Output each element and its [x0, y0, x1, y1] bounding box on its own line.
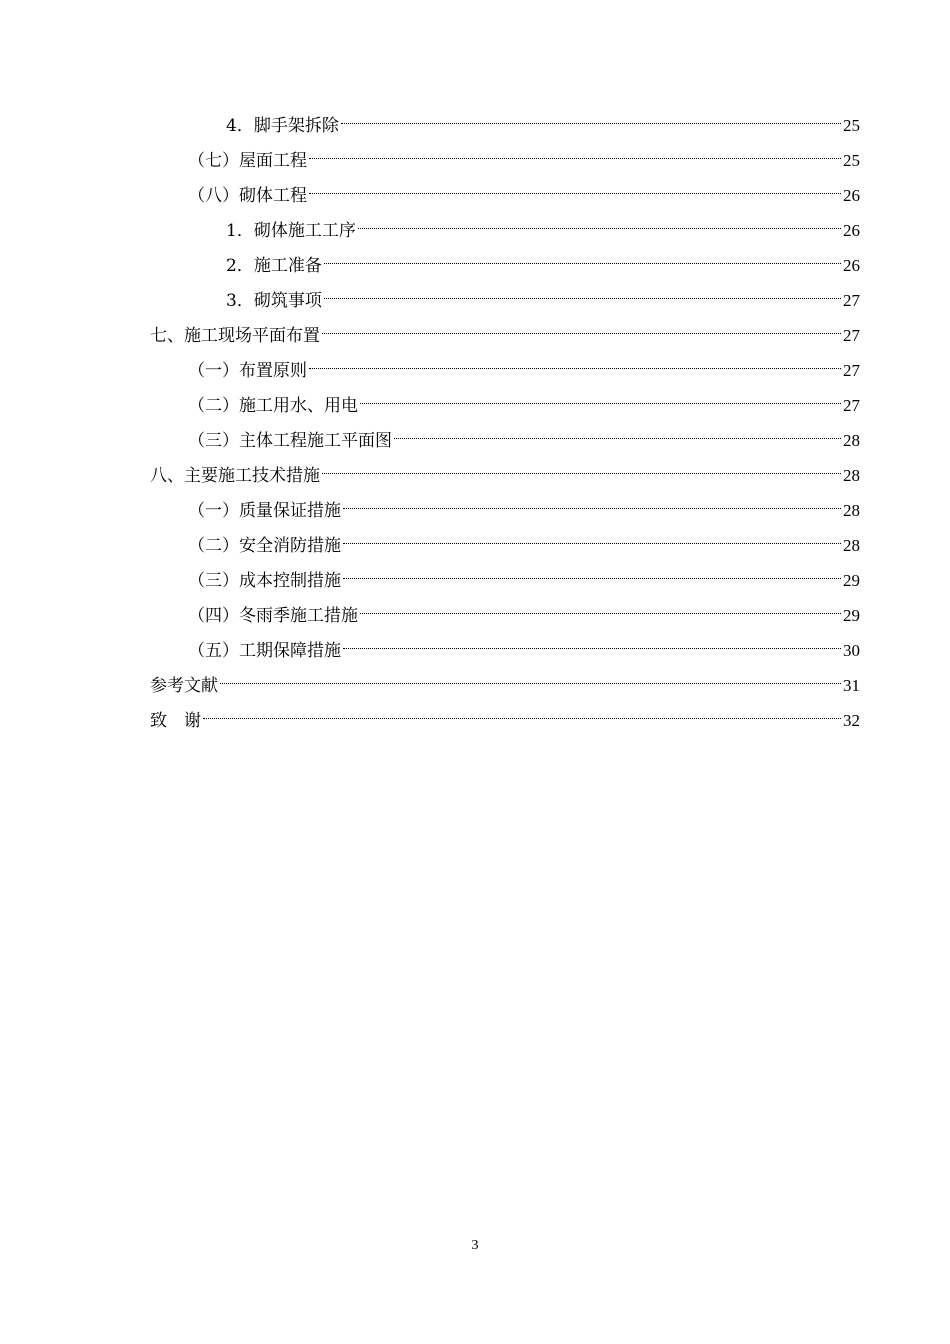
toc-entry-page: 28	[843, 431, 860, 450]
toc-entry-number: （三）	[188, 571, 239, 591]
toc-dot-leader	[394, 438, 841, 439]
toc-entry[interactable]	[0, 703, 860, 738]
toc-entry-page: 26	[843, 221, 860, 240]
toc-entry-title: 脚手架拆除	[253, 116, 339, 136]
toc-dot-leader	[309, 193, 841, 194]
toc-entry-number: （七）	[188, 151, 239, 171]
toc-dot-leader	[358, 228, 841, 229]
toc-entry[interactable]	[0, 633, 860, 668]
toc-dot-leader	[309, 368, 841, 369]
toc-entry-title: 工期保障措施	[239, 641, 341, 661]
toc-entry-page: 27	[843, 326, 860, 345]
toc-entry[interactable]	[0, 318, 860, 353]
toc-entry-title: 主要施工技术措施	[184, 466, 320, 486]
toc-entry-title: 成本控制措施	[239, 571, 341, 591]
toc-dot-leader	[360, 613, 841, 614]
toc-entry-number: 八、	[150, 466, 184, 486]
toc-entry[interactable]	[0, 423, 860, 458]
toc-entry-page: 26	[843, 256, 860, 275]
toc-entry-number: （五）	[188, 641, 239, 661]
toc-entry-page: 27	[843, 291, 860, 310]
toc-entry-page: 31	[843, 676, 860, 695]
toc-dot-leader	[220, 683, 841, 684]
toc-entry-title: 参考文献	[150, 676, 218, 696]
table-of-contents	[0, 108, 950, 738]
toc-entry[interactable]	[0, 598, 860, 633]
toc-dot-leader	[322, 333, 841, 334]
toc-dot-leader	[341, 123, 841, 124]
toc-dot-leader	[360, 403, 841, 404]
toc-dot-leader	[309, 158, 841, 159]
toc-entry[interactable]	[0, 528, 860, 563]
toc-entry-number: （八）	[188, 186, 239, 206]
toc-entry-title: 冬雨季施工措施	[239, 606, 358, 626]
toc-dot-leader	[324, 263, 841, 264]
toc-entry[interactable]	[0, 493, 860, 528]
toc-entry[interactable]	[0, 178, 860, 213]
toc-entry-title: 施工准备	[253, 256, 322, 276]
toc-entry-number: （二）	[188, 536, 239, 556]
toc-entry[interactable]	[0, 563, 860, 598]
toc-entry-page: 25	[843, 116, 860, 135]
toc-entry-page: 28	[843, 466, 860, 485]
toc-entry-page: 28	[843, 501, 860, 520]
toc-dot-leader	[343, 648, 841, 649]
toc-entry-title: 屋面工程	[239, 151, 307, 171]
toc-entry-page: 29	[843, 606, 860, 625]
toc-dot-leader	[343, 578, 841, 579]
toc-entry-number: （二）	[188, 396, 239, 416]
toc-entry-title: 砌体施工工序	[253, 221, 356, 241]
toc-entry-page: 29	[843, 571, 860, 590]
toc-dot-leader	[343, 543, 841, 544]
toc-entry-title: 砌筑事项	[253, 291, 322, 311]
page-number: 3	[471, 1238, 479, 1253]
toc-entry-number: （一）	[188, 501, 239, 521]
toc-entry-number: （四）	[188, 606, 239, 626]
toc-entry-title: 致 谢	[150, 711, 201, 731]
toc-entry-number: 3．	[226, 291, 254, 311]
toc-dot-leader	[324, 298, 841, 299]
toc-entry-page: 26	[843, 186, 860, 205]
toc-entry-page: 30	[843, 641, 860, 660]
toc-entry-title: 布置原则	[239, 361, 307, 381]
toc-entry-title: 砌体工程	[239, 186, 307, 206]
toc-entry[interactable]	[0, 108, 860, 143]
toc-entry-page: 27	[843, 396, 860, 415]
toc-dot-leader	[322, 473, 841, 474]
toc-entry-title: 施工用水、用电	[239, 396, 358, 416]
toc-entry[interactable]	[0, 248, 860, 283]
toc-dot-leader	[343, 508, 841, 509]
toc-entry-page: 27	[843, 361, 860, 380]
toc-entry-page: 25	[843, 151, 860, 170]
toc-entry[interactable]	[0, 353, 860, 388]
toc-entry-number: 4．	[226, 116, 254, 136]
toc-entry[interactable]	[0, 213, 860, 248]
toc-entry-page: 32	[843, 711, 860, 730]
toc-entry[interactable]	[0, 668, 860, 703]
toc-entry-number: （三）	[188, 431, 239, 451]
toc-entry-title: 主体工程施工平面图	[239, 431, 392, 451]
toc-entry-number: 七、	[150, 326, 184, 346]
toc-entry[interactable]	[0, 458, 860, 493]
toc-entry[interactable]	[0, 283, 860, 318]
toc-dot-leader	[203, 718, 841, 719]
toc-entry-number: 1．	[226, 221, 254, 241]
toc-entry-number: 2．	[226, 256, 254, 276]
toc-entry-page: 28	[843, 536, 860, 555]
toc-entry-title: 安全消防措施	[239, 536, 341, 556]
toc-entry[interactable]	[0, 143, 860, 178]
toc-entry-title: 质量保证措施	[239, 501, 341, 521]
toc-entry-title: 施工现场平面布置	[184, 326, 320, 346]
toc-entry-number: （一）	[188, 361, 239, 381]
toc-entry[interactable]	[0, 388, 860, 423]
